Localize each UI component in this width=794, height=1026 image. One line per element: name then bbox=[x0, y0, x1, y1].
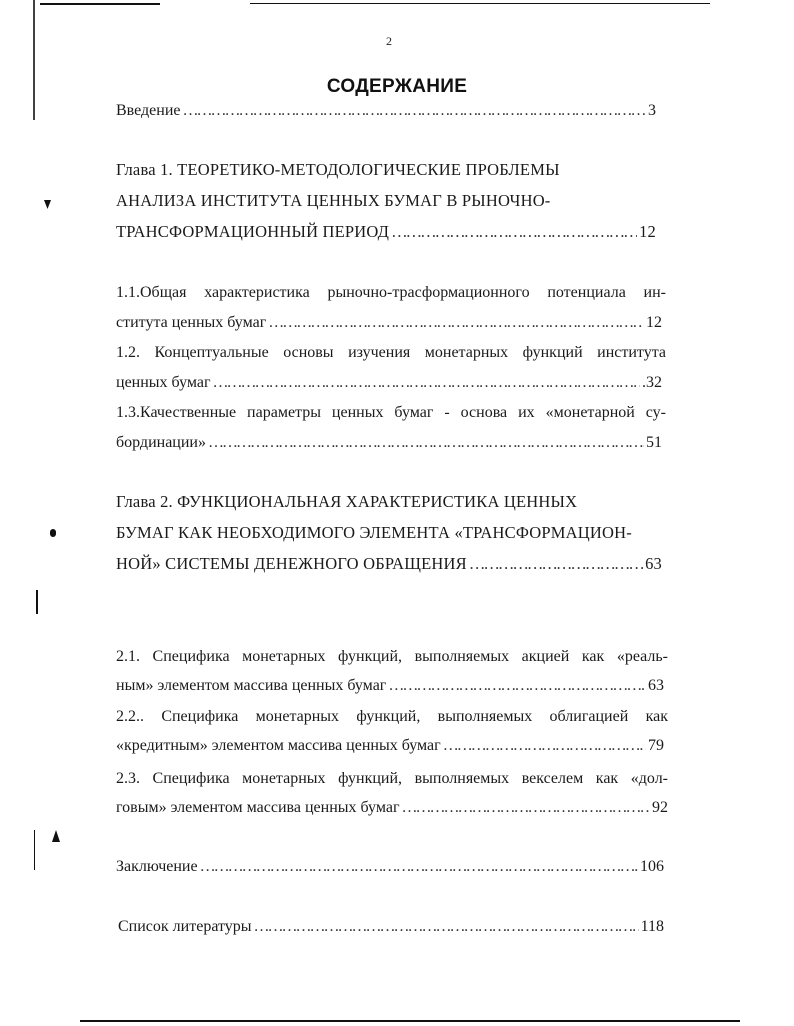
toc-page: 92 bbox=[652, 799, 668, 816]
leader-dots bbox=[268, 314, 644, 332]
toc-page: 63 bbox=[645, 554, 662, 573]
toc-2-1-line1[interactable]: 2.1. Специфика монетарных функций, выполняемых акцией как «реаль- bbox=[116, 648, 668, 665]
leader-dots bbox=[402, 799, 650, 817]
toc-label: ценных бумаг bbox=[116, 374, 211, 391]
toc-page: 63 bbox=[648, 677, 664, 694]
toc-chapter1[interactable] bbox=[116, 222, 656, 242]
leader-dots bbox=[469, 554, 643, 574]
scan-bottom-edge bbox=[80, 1020, 740, 1022]
toc-2-2[interactable] bbox=[116, 737, 664, 755]
toc-page: 51 bbox=[646, 434, 662, 451]
chapter2-line2[interactable]: БУМАГ КАК НЕОБХОДИМОГО ЭЛЕМЕНТА «ТРАНСФОРМАЦИОН- bbox=[116, 523, 632, 542]
toc-chapter2[interactable] bbox=[116, 554, 662, 574]
toc-label: ным» элементом массива ценных бумаг bbox=[116, 677, 387, 694]
toc-label: ститута ценных бумаг bbox=[116, 314, 267, 331]
toc-page: 12 bbox=[639, 222, 656, 241]
toc-page: 106 bbox=[640, 858, 664, 875]
toc-1-3[interactable] bbox=[116, 434, 662, 452]
toc-1-1[interactable] bbox=[116, 314, 662, 332]
leader-dots bbox=[388, 677, 646, 695]
toc-1-2[interactable] bbox=[116, 374, 662, 392]
toc-2-1[interactable] bbox=[116, 677, 664, 695]
toc-page: 79 bbox=[648, 737, 664, 754]
toc-page: 12 bbox=[646, 314, 662, 331]
toc-label: говым» элементом массива ценных бумаг bbox=[116, 799, 400, 816]
toc-conclusion[interactable] bbox=[116, 858, 664, 876]
scan-mark-arrow-2 bbox=[52, 830, 60, 842]
toc-page: 3 bbox=[648, 102, 656, 119]
toc-1-1-line1[interactable]: 1.1.Общая характеристика рыночно-трасформационного потенциала ин- bbox=[116, 284, 666, 301]
scan-top-edge-left bbox=[40, 3, 160, 5]
toc-label: Заключение bbox=[116, 858, 198, 875]
toc-label: бординации» bbox=[116, 434, 206, 451]
page-number: 2 bbox=[386, 34, 392, 48]
toc-1-3-line1[interactable]: 1.3.Качественные параметры ценных бумаг - основа их «монетарной су- bbox=[116, 404, 666, 421]
toc-references[interactable] bbox=[118, 918, 664, 936]
scan-left-margin-line-3 bbox=[34, 830, 35, 870]
scan-top-edge-right bbox=[250, 3, 710, 4]
leader-dots bbox=[208, 434, 644, 452]
leader-dots bbox=[443, 737, 646, 755]
chapter2-line1[interactable]: Глава 2. ФУНКЦИОНАЛЬНАЯ ХАРАКТЕРИСТИКА ЦЕННЫХ bbox=[116, 492, 578, 511]
leader-dots bbox=[254, 918, 639, 936]
leader-dots bbox=[200, 858, 638, 876]
leader-dots bbox=[213, 374, 640, 392]
toc-page: .32 bbox=[642, 374, 662, 391]
toc-intro[interactable] bbox=[116, 102, 656, 120]
toc-page: 118 bbox=[640, 918, 664, 935]
toc-2-2-line1[interactable]: 2.2.. Специфика монетарных функций, выполняемых облигацией как bbox=[116, 708, 668, 725]
toc-label: «кредитным» элементом массива ценных бумаг bbox=[116, 737, 441, 754]
scan-left-margin-line bbox=[33, 0, 35, 120]
page-title: СОДЕРЖАНИЕ bbox=[326, 76, 468, 97]
leader-dots bbox=[183, 102, 647, 120]
chapter1-line1[interactable]: Глава 1. ТЕОРЕТИКО-МЕТОДОЛОГИЧЕСКИЕ ПРОБЛЕМЫ bbox=[116, 160, 560, 179]
scan-mark-arrow-1 bbox=[44, 200, 51, 209]
toc-2-3[interactable] bbox=[116, 799, 668, 817]
toc-label: ТРАНСФОРМАЦИОННЫЙ ПЕРИОД bbox=[116, 222, 390, 241]
toc-label: Список литературы bbox=[118, 918, 252, 935]
toc-label: Введение bbox=[116, 102, 181, 119]
chapter1-line2[interactable]: АНАЛИЗА ИНСТИТУТА ЦЕННЫХ БУМАГ В РЫНОЧНО- bbox=[116, 191, 551, 210]
toc-label: НОЙ» СИСТЕМЫ ДЕНЕЖНОГО ОБРАЩЕНИЯ bbox=[116, 554, 467, 573]
leader-dots bbox=[391, 222, 637, 242]
toc-2-3-line1[interactable]: 2.3. Специфика монетарных функций, выполняемых векселем как «дол- bbox=[116, 770, 668, 787]
scan-left-margin-line-2 bbox=[36, 590, 38, 614]
scan-mark-dot bbox=[50, 529, 56, 537]
toc-1-2-line1[interactable]: 1.2. Концептуальные основы изучения монетарных функций института bbox=[116, 344, 666, 361]
